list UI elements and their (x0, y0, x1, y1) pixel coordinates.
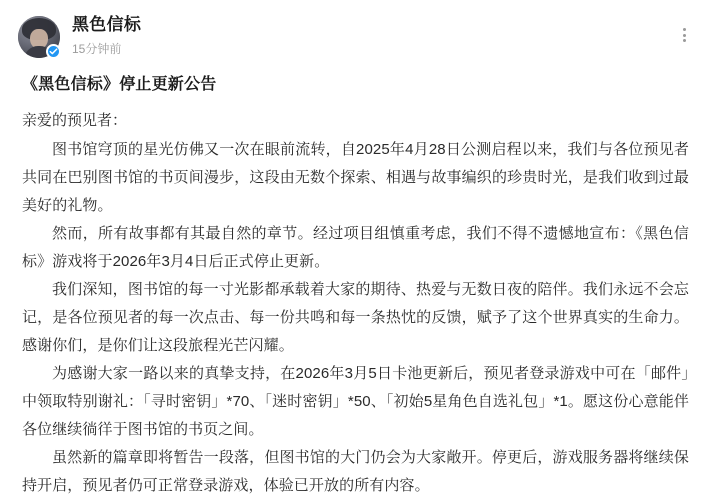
paragraph: 为感谢大家一路以来的真挚支持，在2026年3月5日卡池更新后，预见者登录游戏中可在「邮件」中领取特别谢礼：「寻时密钥」*70、「迷时密钥」*50、「初始5星角色自选礼包」*1。愿这份心意能伴各位继续徜徉于图书馆的书页之间。 (22, 365, 689, 438)
more-dot (683, 28, 686, 31)
post-timestamp: 15分钟前 (72, 42, 122, 56)
paragraph: 虽然新的篇章即将暂告一段落，但图书馆的大门仍会为大家敞开。停更后，游戏服务器将继续保持开启，预见者仍可正常登录游戏，体验已开放的所有内容。 (22, 449, 689, 494)
paragraph: 我们深知，图书馆的每一寸光影都承载着大家的期待、热爱与无数日夜的陪伴。我们永远不会忘记，是各位预见者的每一次点击、每一份共鸣和每一条热忱的反馈，赋予了这个世界真实的生命力。感谢你们，是你们让这段旅程光芒闪耀。 (22, 281, 689, 354)
verified-check-icon (46, 44, 61, 59)
more-dot (683, 34, 686, 37)
paragraph: 图书馆穹顶的星光仿佛又一次在眼前流转，自2025年4月28日公测启程以来，我们与各位预见者共同在巴别图书馆的书页间漫步，这段由无数个探索、相遇与故事编织的珍贵时光，是我们收到过最美好的礼物。 (22, 141, 689, 214)
more-options-icon[interactable] (675, 26, 693, 44)
post-header (0, 0, 711, 62)
post-meta (72, 14, 141, 57)
author-name[interactable]: 黑色信标 (72, 15, 142, 34)
more-dot (683, 39, 686, 42)
salutation: 亲爱的预见者： (22, 112, 128, 129)
page-title: 《黑色信标》停止更新公告 (22, 76, 217, 93)
avatar[interactable] (18, 16, 60, 58)
paragraph: 然而，所有故事都有其最自然的章节。经过项目组慎重考虑，我们不得不遗憾地宣布：《黑色信标》游戏将于2026年3月4日后正式停止更新。 (22, 225, 689, 270)
article-body (0, 72, 711, 500)
